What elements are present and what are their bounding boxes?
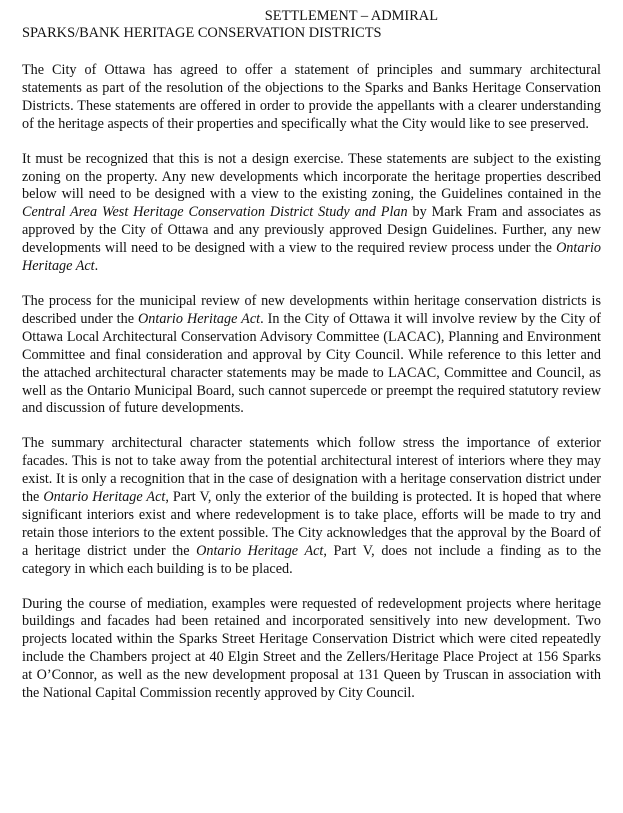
italic-citation: Ontario Heritage Act xyxy=(43,489,166,506)
paragraph-text: . xyxy=(94,258,99,275)
italic-citation: Ontario Heritage Act xyxy=(138,310,261,327)
paragraph-text: The process for the municipal review of new developments within heritage conservation districts is described under the xyxy=(22,292,601,327)
body-paragraph xyxy=(22,151,601,276)
paragraph-text: . In the City of Ottawa it will involve review by the City of Ottawa Local Architectural Conservation Advisory Committee (LACAC), Planning and Environment Committee and final consideration and approval by City Council. While reference to this letter and the attached architectural character statements may be made to LACAC, Committee and Council, as well as the Ontario Municipal Board, such cannot supercede or preempt the required statutory review and discussion of future developments. xyxy=(22,310,601,417)
paragraph-text: It must be recognized that this is not a design exercise. These statements are subject to the existing zoning on the property. Any new developments which incorporate the heritage properties described below will need to be designed with a view to the existing zoning, the Guidelines contained in the xyxy=(22,150,601,203)
italic-citation: Ontario Heritage Act xyxy=(196,542,324,559)
paragraph-text: by Mark Fram and associates as approved by the City of Ottawa and any previously approved Design Guidelines. Further, any new developments will need to be designed with a view to the required review process under the xyxy=(22,204,601,257)
paragraph-text: During the course of mediation, examples were requested of redevelopment projects where heritage buildings and facades had been retained and incorporated sensitively into new development. Two projects located within the Sparks Street Heritage Conservation District which were cited repeatedly include the Chambers project at 40 Elgin Street and the Zellers/Heritage Place Project at 156 Sparks at O’Connor, as well as the new development proposal at 131 Queen by Truscan in association with the National Capital Commission recently approved by City Council. xyxy=(22,595,601,702)
body-paragraph xyxy=(22,293,601,418)
paragraph-text: The summary architectural character statements which follow stress the importance of exterior facades. This is not to take away from the potential architectural interest of interiors where they may exist. It is only a recognition that in the case of designation with a heritage conservation district under the xyxy=(22,435,601,506)
body-paragraph xyxy=(22,435,601,578)
body-paragraph xyxy=(22,596,601,703)
document-body xyxy=(22,62,601,703)
document-title: SETTLEMENT – ADMIRAL xyxy=(264,8,438,24)
italic-citation: Ontario Heritage Act xyxy=(22,240,601,275)
paragraph-text: The City of Ottawa has agreed to offer a statement of principles and summary architectural statements as part of the resolution of the objections to the Sparks and Banks Heritage Conservation Districts. These statements are offered in order to provide the appellants with a clearer understanding of the heritage aspects of their properties and specifically what the City would like to see preserved. xyxy=(22,62,601,132)
body-paragraph xyxy=(22,62,601,134)
document-subtitle: SPARKS/BANK HERITAGE CONSERVATION DISTRICTS xyxy=(22,25,382,41)
paragraph-text: , Part V, only the exterior of the building is protected. It is hoped that where significant interiors exist and where redevelopment is to take place, efforts will be made to try and retain those interiors to the extent possible. The City acknowledges that the approval by the Board of a heritage district under the xyxy=(22,489,601,559)
paragraph-text: , Part V, does not include a finding as to the category in which each building is to be placed. xyxy=(22,542,601,577)
italic-citation: Central Area West Heritage Conservation District Study and Plan xyxy=(22,204,408,221)
